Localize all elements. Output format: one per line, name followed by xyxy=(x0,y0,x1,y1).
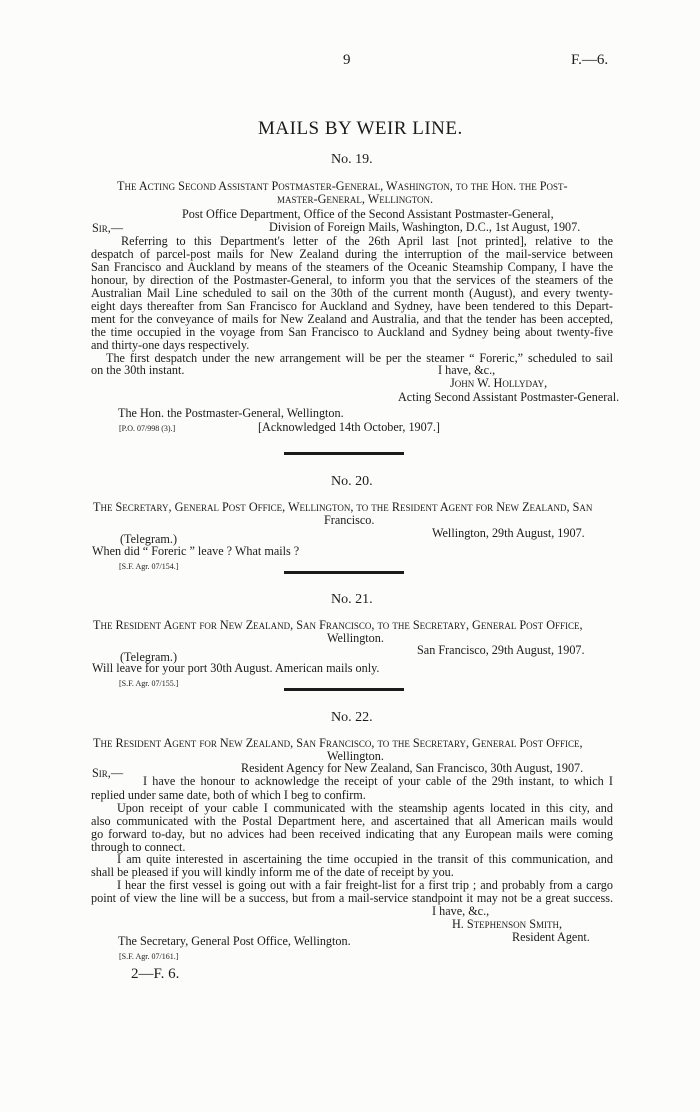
letter-21-file-reference: [S.F. Agr. 07/155.] xyxy=(119,679,179,688)
section-divider xyxy=(284,571,404,574)
letter-22-addressee: The Secretary, General Post Office, Wellington. xyxy=(118,934,351,948)
letter-19-text-line: eight days thereafter from San Francisco for Auckland and Sydney, have been tendered to this Depart- xyxy=(91,299,613,313)
letter-22-signer-title: Resident Agent. xyxy=(512,930,590,944)
letter-22-closing: I have, &c., xyxy=(432,904,490,918)
letter-19-addressee: The Hon. the Postmaster-General, Wellington. xyxy=(118,406,344,420)
letter-21-kind: (Telegram.) xyxy=(120,650,178,664)
letter-22-text-line: I am quite interested in ascertaining the time occupied in the transit of this communication, and xyxy=(117,852,613,866)
letter-22-file-reference: [S.F. Agr. 07/161.] xyxy=(119,952,179,961)
letter-22-signer: H. Stephenson Smith, xyxy=(452,917,563,931)
letter-19-acknowledgement: [Acknowledged 14th October, 1907.] xyxy=(258,420,440,434)
letter-19-address-cont: Division of Foreign Mails, Washington, D.C., 1st August, 1907. xyxy=(269,220,581,234)
letter-19-salutation: Sir,— xyxy=(92,221,124,235)
letter-21-number: No. 21. xyxy=(331,592,373,607)
letter-20-heading: The Secretary, General Post Office, Wellington, to the Resident Agent for New Zealand, San xyxy=(93,500,593,514)
letter-22-number: No. 22. xyxy=(331,710,373,725)
section-divider xyxy=(284,688,404,691)
letter-19-text-line: San Francisco and Auckland by means of the steamers of the Oceanic Steamship Company, I have the xyxy=(91,260,613,274)
letter-20-body: When did “ Foreric ” leave ? What mails ? xyxy=(92,544,300,558)
section-divider xyxy=(284,452,404,455)
letter-19-signer-title: Acting Second Assistant Postmaster-General. xyxy=(398,390,620,404)
letter-22-text-line: through to connect. xyxy=(91,840,186,854)
letter-20-date: Wellington, 29th August, 1907. xyxy=(432,526,585,540)
letter-22-text-line: go forward to-day, but no advices had been received indicating that any European mails were coming xyxy=(91,827,613,841)
letter-20-file-reference: [S.F. Agr. 07/154.] xyxy=(119,562,179,571)
letter-19-closing: I have, &c., xyxy=(438,363,496,377)
page-title: MAILS BY WEIR LINE. xyxy=(258,118,463,139)
letter-19-text-line: ment for the conveyance of mails for New Zealand and Australia, and that the tender has been accepted, xyxy=(91,312,613,326)
letter-22-salutation: Sir,— xyxy=(92,766,124,780)
letter-22-text-line: point of view the line will be a success, but from a mail-service standpoint it may not be a great success. xyxy=(91,891,613,905)
letter-22-text-line: I have the honour to acknowledge the receipt of your cable of the 29th instant, to which I xyxy=(143,774,613,788)
letter-22-text-line: shall be pleased if you will kindly inform me of the date of receipt by you. xyxy=(91,865,454,879)
letter-19-text-line: honour, by direction of the Postmaster-General, to inform you that the services of the steamers of the xyxy=(91,273,613,287)
letter-19-text-line: Australian Mail Line scheduled to sail on the 30th of the current month (August), and every twenty- xyxy=(91,286,613,300)
letter-22-text-line: replied under same date, both of which I beg to confirm. xyxy=(91,788,366,802)
letter-19-text-line: The first despatch under the new arrangement will be per the steamer “ Foreric,” scheduled to sail xyxy=(106,351,613,365)
printer-signature: 2—F. 6. xyxy=(131,966,180,982)
letter-20-heading-cont: Francisco. xyxy=(324,513,375,527)
letter-21-body: Will leave for your port 30th August. American mails only. xyxy=(92,661,380,675)
document-code: F.—6. xyxy=(571,52,609,68)
letter-22-text-line: also communicated with the Postal Department here, and ascertained that all American mails would xyxy=(91,814,613,828)
letter-19-text-line: and thirty-one days respectively. xyxy=(91,338,250,352)
letter-19-signer: John W. Hollyday, xyxy=(450,376,548,390)
letter-19-address: Post Office Department, Office of the Second Assistant Postmaster-General, xyxy=(182,207,554,221)
letter-22-text-line: Upon receipt of your cable I communicated with the steamship agents located in this city, and xyxy=(117,801,613,815)
letter-21-heading: The Resident Agent for New Zealand, San Francisco, to the Secretary, General Post Office, xyxy=(93,618,583,632)
letter-19-heading: The Acting Second Assistant Postmaster-General, Washington, to the Hon. the Post- xyxy=(117,179,568,193)
letter-20-kind: (Telegram.) xyxy=(120,532,178,546)
letter-20-number: No. 20. xyxy=(331,474,373,489)
letter-21-heading-cont: Wellington. xyxy=(327,631,384,645)
letter-19-file-reference: [P.O. 07/998 (3).] xyxy=(119,424,176,433)
letter-19-text-line: Referring to this Department's letter of the 26th April last [not printed], relative to the xyxy=(121,234,613,248)
letter-22-address: Resident Agency for New Zealand, San Francisco, 30th August, 1907. xyxy=(241,761,584,775)
letter-22-text-line: I hear the first vessel is going out with a fair freight-list for a first trip ; and probably from a cargo xyxy=(117,878,613,892)
letter-22-heading: The Resident Agent for New Zealand, San Francisco, to the Secretary, General Post Office, xyxy=(93,736,583,750)
letter-19-heading-cont: master-General, Wellington. xyxy=(277,192,434,206)
letter-19-text-line: on the 30th instant. xyxy=(91,363,185,377)
letter-22-heading-cont: Wellington. xyxy=(327,749,384,763)
letter-19-text-line: despatch of parcel-post mails for New Zealand during the interruption of the mail-service between xyxy=(91,247,613,261)
letter-21-date: San Francisco, 29th August, 1907. xyxy=(417,643,585,657)
letter-19-number: No. 19. xyxy=(331,152,373,167)
letter-19-text-line: the time occupied in the voyage from San Francisco to Auckland and Sydney being about twenty-five xyxy=(91,325,613,339)
page-number: 9 xyxy=(343,52,351,68)
